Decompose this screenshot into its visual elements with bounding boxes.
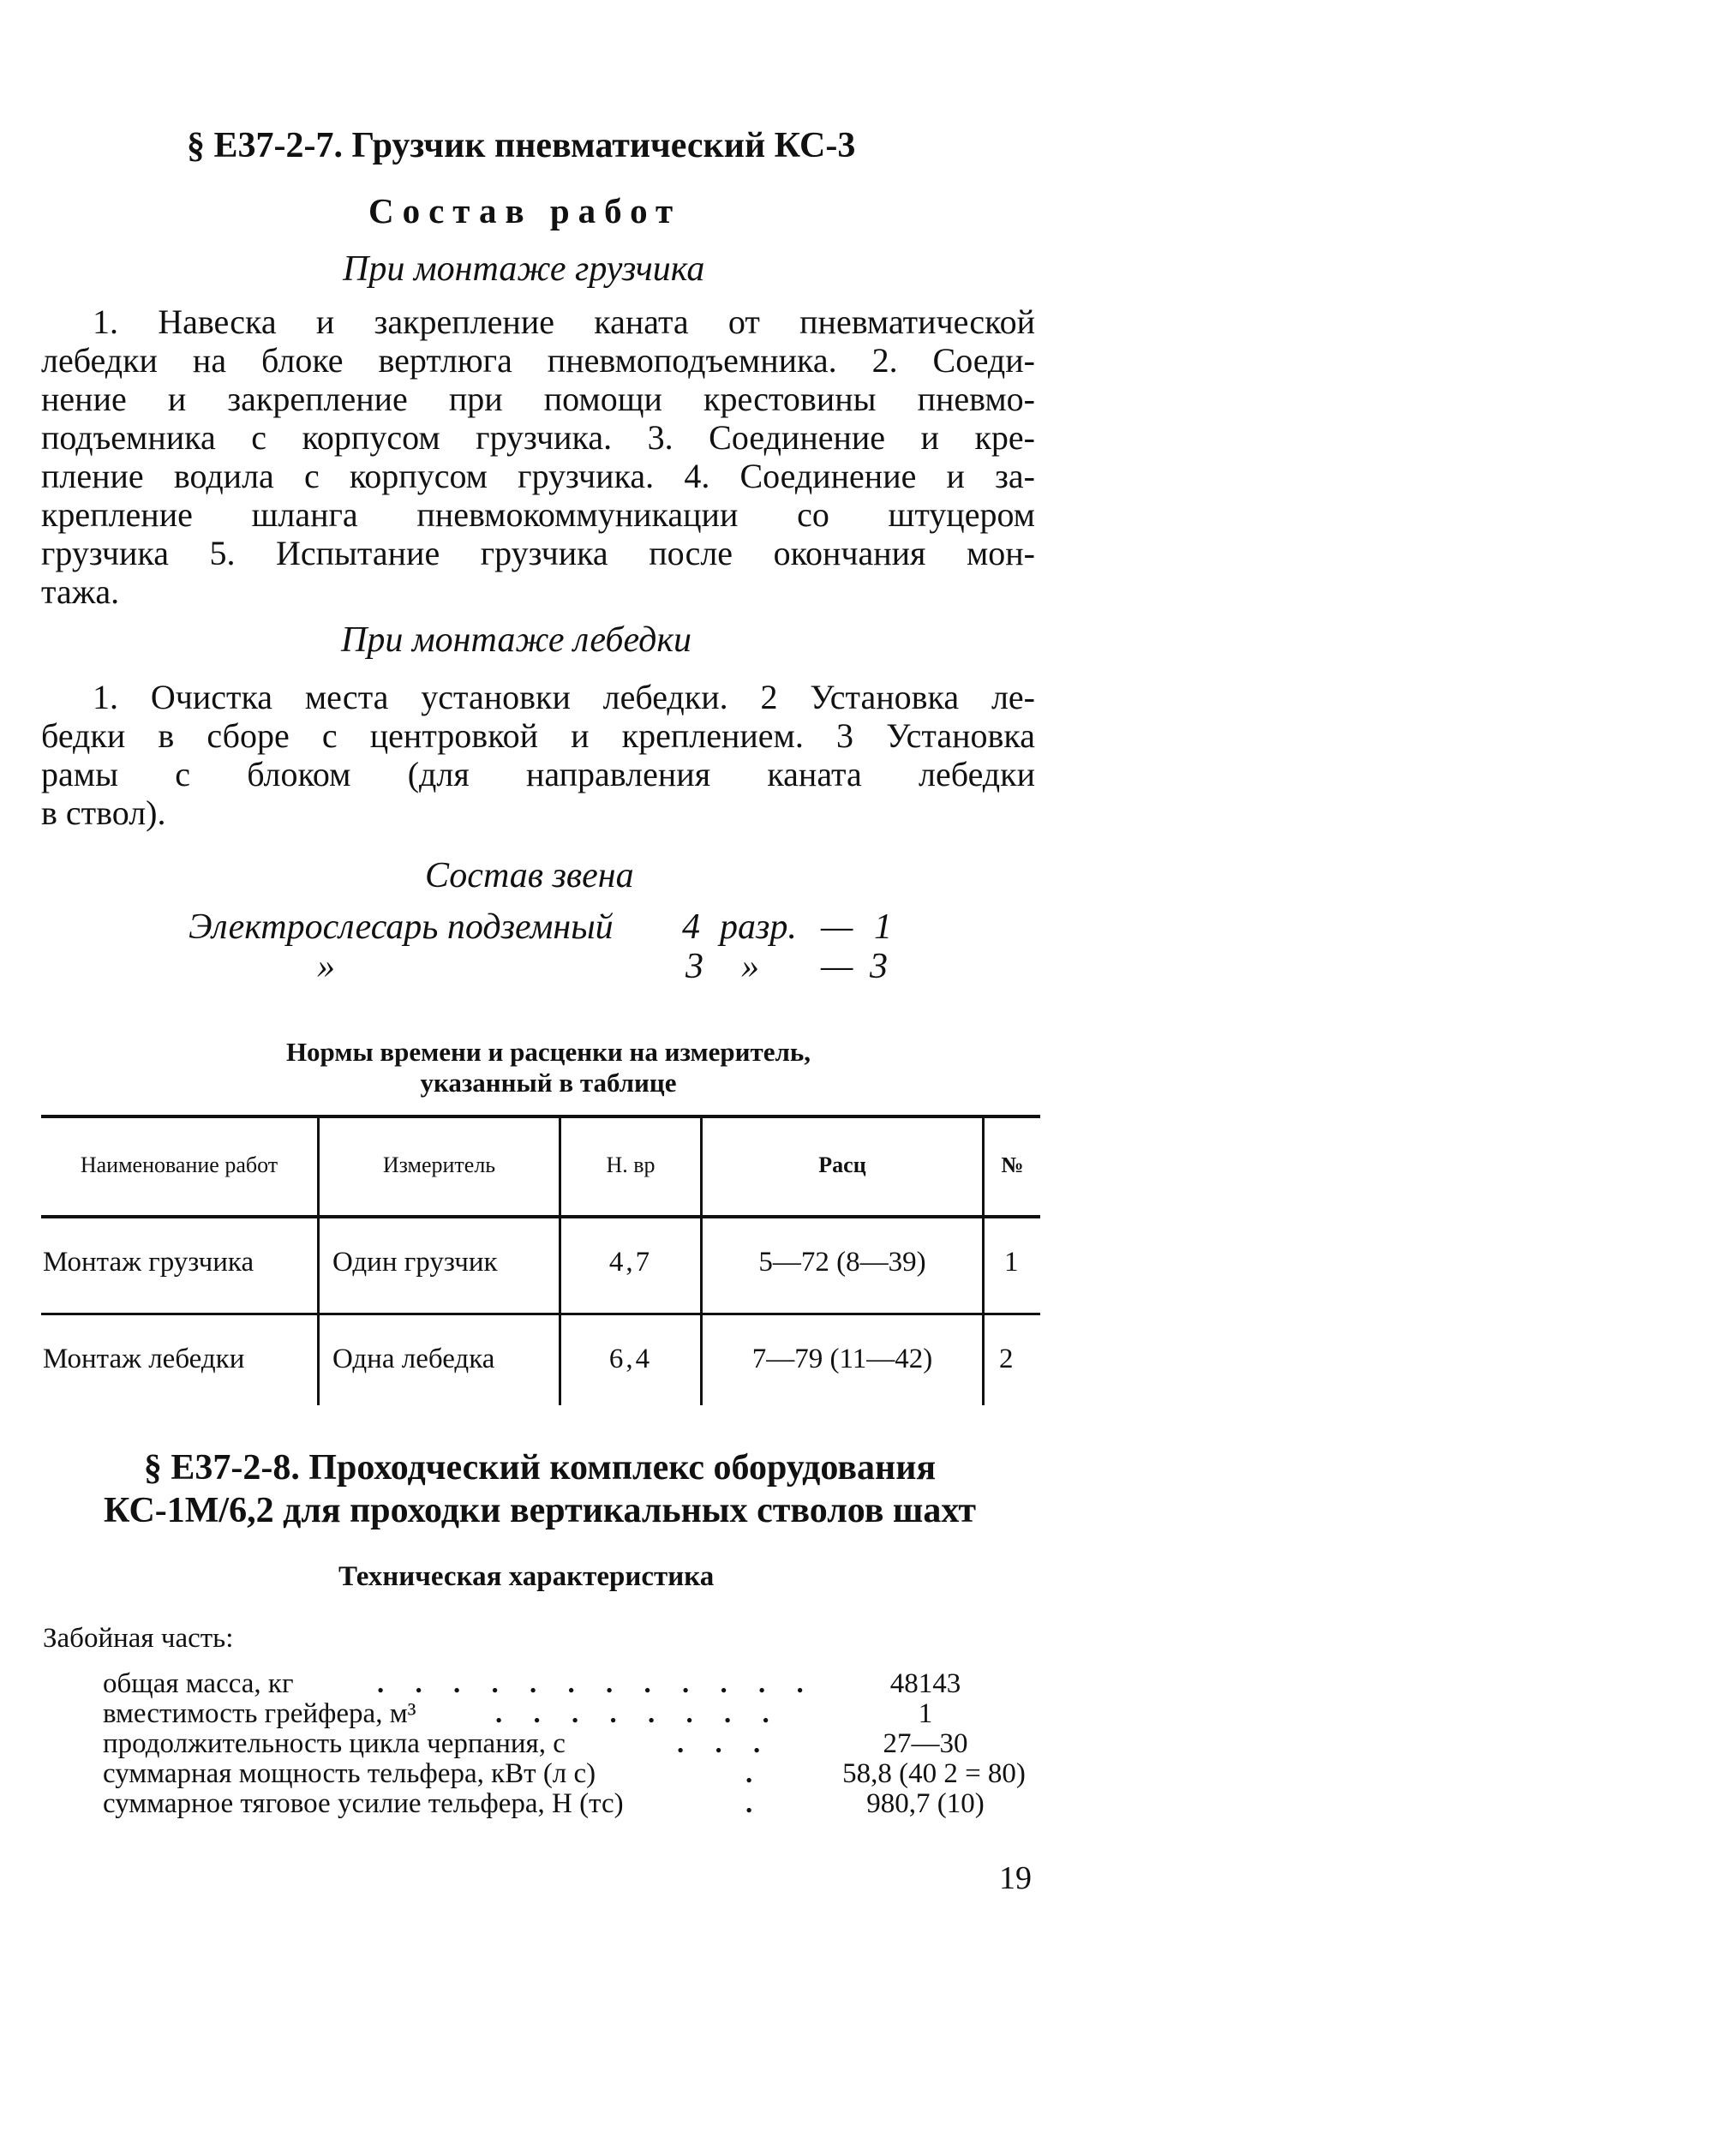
table-title-line: указанный в таблице bbox=[420, 1068, 677, 1098]
table-cell: Один грузчик bbox=[332, 1247, 498, 1278]
section-title-line: КС-1М/6,2 для проходки вертикальных стволов шахт bbox=[104, 1491, 976, 1530]
crew-name: Электрослесарь подземный bbox=[189, 907, 614, 947]
crew-unit: разр. bbox=[720, 907, 797, 947]
spec-label: суммарная мощность тельфера, кВт (л с) bbox=[103, 1758, 596, 1789]
crew-grade: 3 bbox=[685, 947, 703, 986]
table-header-cell: Наименование работ bbox=[80, 1152, 278, 1177]
table-rule bbox=[41, 1313, 1040, 1315]
crew-name: » bbox=[317, 947, 335, 986]
spec-value: 27—30 bbox=[883, 1728, 968, 1759]
loader-line: подъемника с корпусом грузчика. 3. Соединение и кре- bbox=[41, 418, 1035, 457]
spec-row bbox=[0, 1729, 1080, 1759]
crew-unit: » bbox=[741, 947, 759, 986]
spec-row bbox=[0, 1789, 1080, 1819]
loader-line: лебедки на блоке вертлюга пневмоподъемника. 2. Соеди- bbox=[41, 341, 1035, 380]
table-rule bbox=[41, 1115, 1040, 1118]
table-cell: Монтаж лебедки bbox=[43, 1344, 245, 1374]
table-header-cell: Измеритель bbox=[382, 1152, 496, 1177]
spec-row bbox=[0, 1669, 1080, 1699]
page-number: 19 bbox=[999, 1860, 1032, 1896]
crew-heading: Состав звена bbox=[425, 856, 634, 895]
spec-dots: . . . . . . . . . . . . bbox=[377, 1668, 816, 1699]
subheading-loader: При монтаже грузчика bbox=[343, 249, 705, 289]
spec-value: 58,8 (40 2 = 80) bbox=[842, 1758, 1026, 1789]
section-title-line: § Е37-2-8. Проходческий комплекс оборудования bbox=[143, 1448, 937, 1488]
table-cell: 1 bbox=[1004, 1247, 1019, 1278]
table-header-cell: Н. вр bbox=[606, 1152, 655, 1177]
loader-line: пление водила с корпусом грузчика. 4. Соединение и за- bbox=[41, 457, 1035, 495]
crew-dash: — bbox=[821, 907, 853, 947]
tech-heading: Техническая характеристика bbox=[338, 1561, 715, 1592]
loader-line: 1. Навеска и закрепление каната от пневматической bbox=[93, 302, 1035, 341]
loader-line: грузчика 5. Испытание грузчика после окончания мон- bbox=[41, 534, 1035, 572]
spec-dots: . bbox=[745, 1788, 765, 1819]
spec-dots: . bbox=[745, 1758, 765, 1789]
winch-line: в ствол). bbox=[41, 793, 166, 832]
winch-line: рамы с блоком (для направления каната лебедки bbox=[41, 755, 1035, 793]
table-header-cell: № bbox=[1001, 1152, 1024, 1177]
spec-label: суммарное тяговое усилие тельфера, Н (тс) bbox=[103, 1788, 624, 1819]
group-label: Забойная часть: bbox=[43, 1623, 234, 1654]
spec-value: 1 bbox=[918, 1698, 933, 1729]
winch-line: 1. Очистка места установки лебедки. 2 Установка ле- bbox=[93, 678, 1035, 716]
spec-list bbox=[0, 1669, 1080, 1832]
spec-dots: . . . . . . . . bbox=[495, 1698, 781, 1729]
spec-dots: . . . bbox=[677, 1728, 773, 1759]
crew-count: 1 bbox=[874, 907, 892, 947]
table-cell: 5—72 (8—39) bbox=[758, 1247, 926, 1278]
table-cell: Монтаж грузчика bbox=[43, 1247, 254, 1278]
table-cell: Одна лебедка bbox=[332, 1344, 495, 1374]
spec-row bbox=[0, 1759, 1080, 1789]
table-title bbox=[171, 1037, 925, 1098]
table-cell: 4,7 bbox=[608, 1247, 653, 1278]
section-title: § Е37-2-7. Грузчик пневматический КС-3 bbox=[187, 126, 856, 165]
table-cell: 6,4 bbox=[608, 1344, 653, 1374]
loader-line: тажа. bbox=[41, 572, 120, 611]
crew-row bbox=[189, 946, 891, 989]
winch-line: бедки в сборе с центровкой и креплением. 3 Установка bbox=[41, 716, 1035, 755]
spec-value: 48143 bbox=[889, 1668, 961, 1699]
table-title-line: Нормы времени и расценки на измеритель, bbox=[285, 1037, 811, 1067]
loader-line: нение и закрепление при помощи крестовины пневмо- bbox=[41, 380, 1035, 418]
spec-value: 980,7 (10) bbox=[866, 1788, 985, 1819]
table-cell: 2 bbox=[999, 1344, 1014, 1374]
crew-dash: — bbox=[821, 947, 853, 986]
spec-label: общая масса, кг bbox=[103, 1668, 294, 1699]
section-title bbox=[34, 1446, 1045, 1532]
crew-row bbox=[189, 907, 891, 949]
subheading-winch: При монтаже лебедки bbox=[341, 620, 692, 660]
crew-grade: 4 bbox=[682, 907, 700, 947]
loader-line: крепление шланга пневмокоммуникации со штуцером bbox=[41, 495, 1035, 534]
table-cell: 7—79 (11—42) bbox=[751, 1344, 933, 1374]
spec-label: вместимость грейфера, м³ bbox=[103, 1698, 416, 1729]
work-heading: Состав работ bbox=[368, 191, 682, 230]
spec-row bbox=[0, 1699, 1080, 1729]
spec-label: продолжительность цикла черпания, с bbox=[103, 1728, 566, 1759]
crew-count: 3 bbox=[870, 947, 888, 986]
table-header-cell: Расц bbox=[818, 1152, 866, 1177]
table-rule bbox=[41, 1215, 1040, 1218]
